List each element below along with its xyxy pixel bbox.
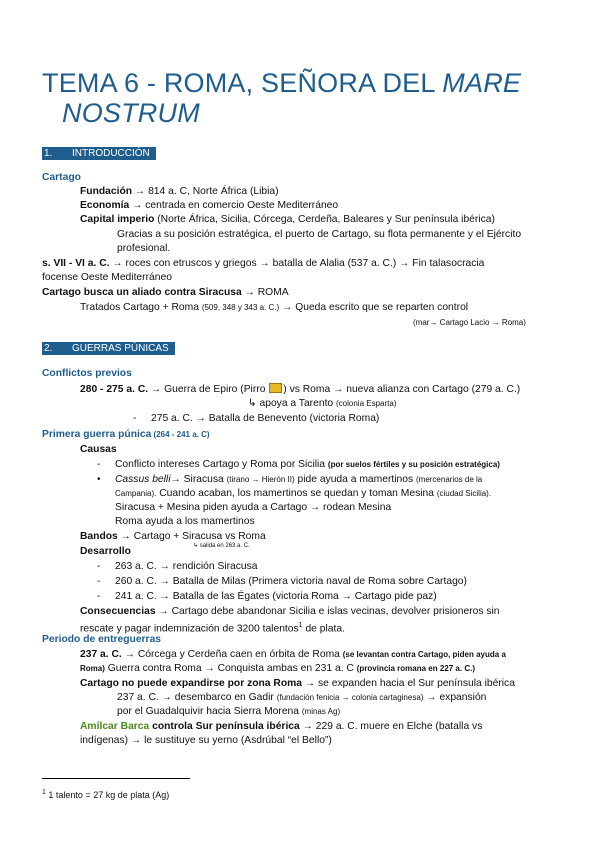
- line-p2-2: [117, 691, 486, 704]
- highlight-name: Amílcar Barca: [80, 721, 150, 732]
- text: Tratados Cartago + Roma: [80, 302, 202, 313]
- text: → Cartago + Siracusa vs Roma: [117, 531, 266, 542]
- line-p2: [80, 677, 515, 690]
- line-causa2-3: Siracusa + Mesina piden ayuda a Cartago → rodean Mesina: [115, 502, 392, 513]
- line-siglo: [42, 257, 484, 270]
- text: por el Guadalquivir hacia Sierra Morena: [117, 706, 302, 717]
- small-text: (fundación fenicia → colonia cartaginesa): [276, 693, 424, 702]
- heading-primera: [42, 428, 210, 441]
- label: Economía: [80, 200, 130, 211]
- small-text: (se levantan contra Cartago, piden ayuda a: [342, 650, 506, 659]
- text: → se expanden hacia el Sur península ibérica: [302, 678, 515, 689]
- label: controla Sur península ibérica: [149, 721, 300, 732]
- italic-text: Cassus belli: [115, 474, 171, 485]
- line-p3: [80, 720, 482, 733]
- heading-periodo: Periodo de entreguerras: [42, 634, 162, 645]
- line-gracias-2: profesional.: [117, 243, 171, 254]
- text: Conflicto intereses Cartago y Roma por Sicilia: [115, 459, 328, 470]
- line-capital: [80, 213, 495, 226]
- footnote-mark: 1: [42, 789, 46, 796]
- text: pide ayuda a mamertinos: [294, 474, 416, 485]
- section-label: GUERRAS PÚNICAS: [72, 343, 169, 354]
- heading: Primera guerra púnica: [42, 429, 152, 440]
- title-line1: TEMA 6 - ROMA, SEÑORA DEL: [42, 68, 443, 98]
- dash: -: [97, 459, 101, 470]
- text: → centrada en comercio Oeste Mediterráneo: [129, 200, 339, 211]
- small-text: (por suelos fértiles y su posición estratégica): [327, 460, 500, 469]
- line-d1: 263 a. C. → rendición Siracusa: [115, 561, 258, 572]
- small-text: (colonia Esparta): [336, 399, 397, 408]
- crown-icon: [269, 383, 282, 393]
- line-desarrollo: [80, 545, 131, 558]
- dash: -: [97, 561, 101, 572]
- footnote-text: 1 talento = 27 kg de plata (Ag): [45, 790, 170, 800]
- label: 280 - 275 a. C.: [80, 384, 149, 395]
- section-header-intro: [42, 147, 156, 160]
- small-text: (provincia romana en 227 a. C.): [356, 664, 475, 673]
- dash: -: [97, 591, 101, 602]
- footnote-divider: [42, 778, 190, 779]
- line-causa2: [115, 473, 482, 486]
- line-tratados-note: (mar→ Cartago Lacio → Roma): [413, 318, 526, 327]
- line-c1: [80, 383, 520, 396]
- line-c1-sub: [248, 397, 397, 410]
- line-c2: 275 a. C. → Batalla de Benevento (victoria Roma): [151, 413, 380, 424]
- line-p1-2: [80, 662, 475, 675]
- line-economia: [80, 199, 338, 212]
- small-text: (tirano → Hierón II): [226, 475, 295, 484]
- label: Capital imperio: [80, 214, 155, 225]
- text: → Cartago debe abandonar Sicilia e islas vecinas, devolver prisioneros sin: [155, 606, 500, 617]
- text: → Queda escrito que se reparten control: [279, 302, 469, 313]
- label: Desarrollo: [80, 546, 131, 557]
- text: → 229 a. C. muere en Elche (batalla vs: [299, 721, 483, 732]
- label: 237 a. C.: [80, 649, 122, 660]
- line-p3-2: indígenas) → le sustituye su yerno (Asdrúbal “el Bello”): [80, 735, 332, 746]
- label: Consecuencias: [80, 606, 156, 617]
- line-gracias-1: Gracias a su posición estratégica, el puerto de Cartago, su flota permanente y el Ejército: [117, 229, 522, 240]
- title-italic-1: MARE: [442, 68, 522, 98]
- section-header-punicas: [42, 342, 175, 355]
- text: Cuando acaban, los mamertinos se quedan y toman Mesina: [156, 488, 437, 499]
- text: de plata.: [302, 623, 345, 635]
- line-causa2-4: Roma ayuda a los mamertinos: [115, 516, 255, 527]
- label: Fundación: [80, 186, 133, 197]
- bullet: •: [97, 474, 101, 485]
- line-p1: [80, 648, 506, 661]
- dash: -: [133, 413, 137, 424]
- small-text: Campania).: [115, 489, 157, 498]
- section-label: INTRODUCCIÓN: [72, 148, 150, 159]
- small-text: (ciudad Sicilia).: [436, 489, 492, 498]
- page-title: [42, 68, 521, 128]
- line-d2: 260 a. C. → Batalla de Milas (Primera victoria naval de Roma sobre Cartago): [115, 576, 467, 587]
- line-causa1: [115, 458, 500, 471]
- section-number: 1.: [44, 148, 53, 159]
- footnote-ref[interactable]: 1: [298, 622, 303, 629]
- heading-cartago: Cartago: [42, 172, 81, 183]
- line-aliado: [42, 286, 289, 299]
- label: Cartago busca un aliado contra Siracusa: [42, 287, 242, 298]
- label: s. VII - VI a. C.: [42, 258, 110, 269]
- label: Bandos: [80, 531, 118, 542]
- text: → Córcega y Cerdeña caen en órbita de Roma: [121, 649, 343, 660]
- label-causas: Causas: [80, 444, 117, 455]
- label: Cartago no puede expandirse por zona Roma: [80, 678, 302, 689]
- desarrollo-note: ↳ salida en 263 a. C.: [193, 543, 250, 549]
- text: ) vs Roma → nueva alianza con Cartago (279 a. C.): [283, 384, 521, 395]
- line-p2-3: [117, 705, 340, 718]
- text: Guerra contra Roma → Conquista ambas en 231 a. C: [104, 663, 357, 674]
- line-d3: 241 a. C. → Batalla de las Égates (victoria Roma → Cartago pide paz): [115, 591, 437, 602]
- line-tratados: [80, 301, 468, 314]
- text: → expansión: [423, 692, 487, 703]
- text: → Guerra de Epiro (Pirro: [148, 384, 269, 395]
- section-number: 2.: [44, 343, 53, 354]
- small-heading: (264 - 241 a. C): [151, 430, 210, 439]
- line-siglo-2: focense Oeste Mediterráneo: [42, 272, 172, 283]
- text: 237 a. C. → desembarco en Gadir: [117, 692, 277, 703]
- heading-conflictos: Conflictos previos: [42, 368, 132, 379]
- footnote: [42, 787, 169, 801]
- text: rescate y pagar indemnización de 3200 talentos: [80, 623, 299, 635]
- text: → ROMA: [241, 287, 289, 298]
- text: (Norte África, Sicilia, Córcega, Cerdeña, Baleares y Sur península ibérica): [154, 214, 495, 225]
- line-causa2-2: [115, 487, 491, 500]
- dash: -: [97, 576, 101, 587]
- small-text: (mercenarios de la: [415, 475, 483, 484]
- small-text: (509, 348 y 343 a. C.): [201, 303, 280, 312]
- small-text: (minas Ag): [301, 707, 341, 716]
- line-consec: [80, 605, 500, 618]
- text: ↳ apoya a Tarento: [248, 398, 337, 409]
- small-text: Roma): [80, 664, 105, 673]
- line-fundacion: [80, 185, 279, 198]
- title-italic-2: NOSTRUM: [62, 98, 200, 128]
- text: → Siracusa: [170, 474, 227, 485]
- text: → roces con etruscos y griegos → batalla de Alalia (537 a. C.) → Fin talasocracia: [109, 258, 485, 269]
- text: → 814 a. C, Norte África (Libia): [132, 186, 279, 197]
